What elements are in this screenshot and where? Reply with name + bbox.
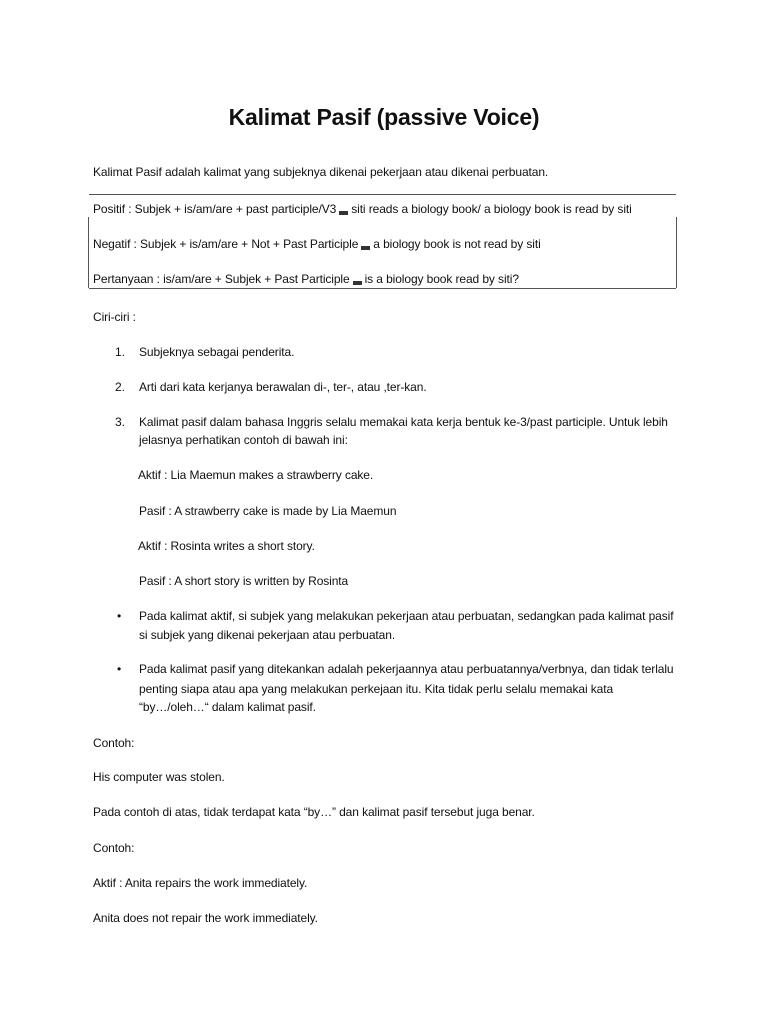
arrow-icon (339, 211, 348, 215)
arrow-icon (361, 246, 370, 250)
example-line: Pasif : A strawberry cake is made by Lia Maemun (139, 504, 397, 518)
negatif-formula: Negatif : Subjek + is/am/are + Not + Past Participle (93, 237, 359, 251)
negatif-row (93, 236, 541, 252)
arrow-icon (353, 281, 362, 285)
bullet-item: Pada kalimat aktif, si subjek yang melakukan pekerjaan atau perbuatan, sedangkan pada kalimat pasif (139, 609, 674, 623)
pertanyaan-example: is a biology book read by siti? (364, 272, 519, 286)
contoh-heading: Contoh: (93, 841, 135, 855)
bullet-icon: • (117, 609, 122, 623)
list-item: Arti dari kata kerjanya berawalan di-, ter-, atau ,ter-kan. (139, 380, 427, 394)
note-paragraph: Pada contoh di atas, tidak terdapat kata “by…” dan kalimat pasif tersebut juga benar. (93, 805, 535, 819)
negatif-example: a biology book is not read by siti (373, 237, 541, 251)
positif-row (93, 201, 632, 217)
example-line: Pasif : A short story is written by Rosinta (139, 574, 349, 588)
contoh-example: Aktif : Anita repairs the work immediately. (93, 876, 308, 890)
list-item: Kalimat pasif dalam bahasa Inggris selalu memakai kata kerja bentuk ke-3/past participle. Untuk lebih (139, 415, 668, 429)
example-line: Aktif : Lia Maemun makes a strawberry cake. (138, 468, 374, 482)
list-item-continuation: jelasnya perhatikan contoh di bawah ini: (139, 433, 348, 447)
table-left-border (88, 217, 89, 288)
positif-formula: Positif : Subjek + is/am/are + past participle/V3 (93, 202, 337, 216)
ciri-heading: Ciri-ciri : (93, 310, 136, 324)
bullet-item-continuation: “by…/oleh…“ dalam kalimat pasif. (139, 700, 316, 714)
list-number: 2. (115, 380, 125, 394)
positif-example: siti reads a biology book/ a biology book is read by siti (351, 202, 632, 216)
list-number: 1. (115, 345, 125, 359)
page-title: Kalimat Pasif (passive Voice) (228, 104, 540, 130)
bullet-item: Pada kalimat pasif yang ditekankan adalah pekerjaannya atau perbuatannya/verbnya, dan tidak terlalu (139, 662, 674, 676)
pertanyaan-row (93, 271, 519, 287)
bullet-icon: • (117, 662, 122, 676)
table-right-border (676, 217, 677, 288)
pertanyaan-formula: Pertanyaan : is/am/are + Subjek + Past Participle (93, 272, 350, 286)
example-line: Aktif : Rosinta writes a short story. (138, 539, 315, 553)
contoh-heading: Contoh: (93, 736, 135, 750)
contoh-example: His computer was stolen. (93, 770, 225, 784)
intro-paragraph: Kalimat Pasif adalah kalimat yang subjeknya dikenai pekerjaan atau dikenai perbuatan. (93, 165, 549, 179)
list-number: 3. (115, 415, 125, 429)
bullet-item-continuation: si subjek yang dikenai pekerjaan atau perbuatan. (139, 628, 396, 642)
bullet-item-continuation: penting siapa atau apa yang melakukan perkejaan itu. Kita tidak perlu selalu memakai kata (139, 682, 614, 696)
list-item: Subjeknya sebagai penderita. (139, 345, 295, 359)
contoh-example: Anita does not repair the work immediately. (93, 911, 318, 925)
